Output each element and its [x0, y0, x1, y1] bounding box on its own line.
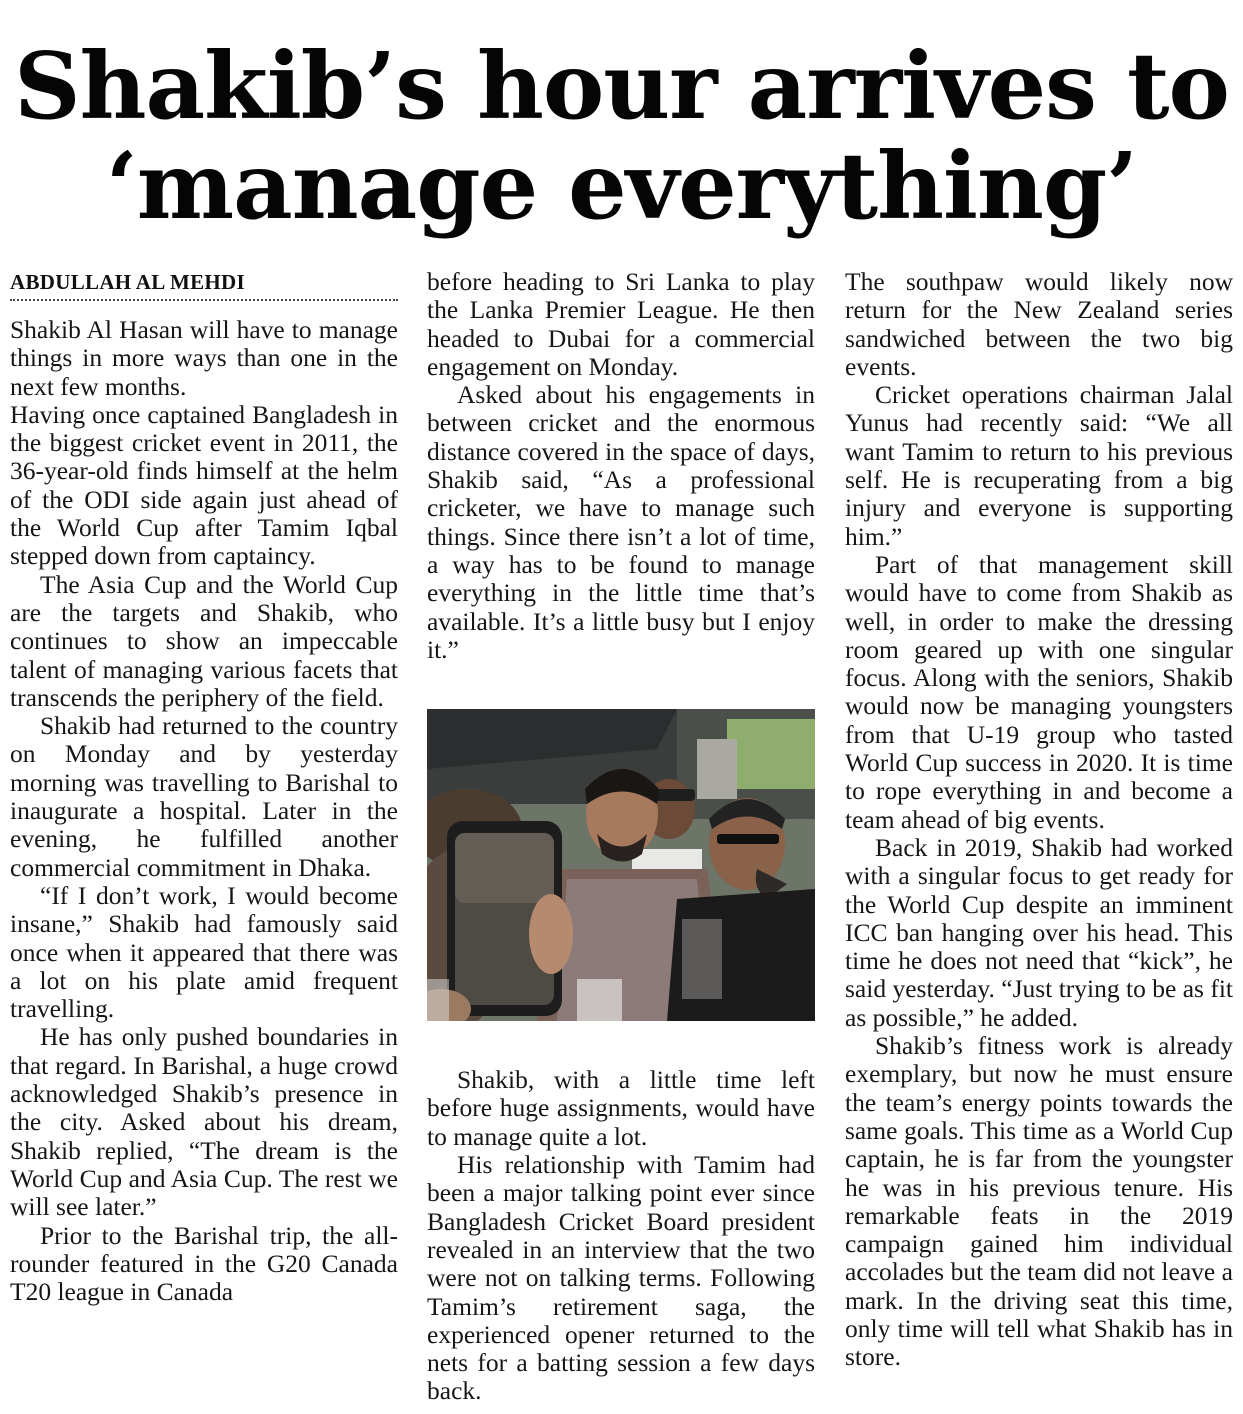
- headline-line-2: ‘manage everything’: [105, 132, 1138, 240]
- paragraph: Shakib Al Hasan will have to manage things in more ways than one in the next few months.: [10, 315, 398, 401]
- headline-line-1: Shakib’s hour arrives to: [14, 32, 1229, 140]
- article-column-1: [10, 268, 398, 1306]
- article-column-2: [427, 268, 815, 1406]
- paragraph: Part of that management skill would have to come from Shakib as well, in order to make the dressing room geared up with one singular focus. Along with the seniors, Shakib would now be managing youngsters from that U-19 group who tasted World Cup success in 2020. It is time to rope everything in and become a team ahead of big events.: [845, 549, 1233, 834]
- news-photo: [427, 709, 815, 1021]
- paragraph: Shakib’s fitness work is already exemplary, but now he must ensure the team’s energy points towards the same goals. This time as a World Cup captain, he is far from the youngster he was in his previous tenure. His remarkable feats in the 2019 campaign gained him individual accolades but the team did not leave a mark. In the driving seat this time, only time will tell what Shakib has in store.: [845, 1031, 1233, 1372]
- paragraph: The Asia Cup and the World Cup are the targets and Shakib, who continues to show an impeccable talent of managing various facets that transcends the periphery of the field.: [10, 569, 398, 712]
- byline-divider: [10, 299, 398, 301]
- article-column-3: [845, 268, 1233, 1372]
- paragraph: Having once captained Bangladesh in the biggest cricket event in 2011, the 36-year-old finds himself at the helm of the ODI side again just ahead of the World Cup after Tamim Iqbal stepped down from captaincy.: [10, 399, 398, 571]
- paragraph: Shakib had returned to the country on Monday and by yesterday morning was travelling to Barishal to inaugurate a hospital. Later in the evening, he fulfilled another commercial commitment in Dhaka.: [10, 711, 398, 882]
- paragraph: Back in 2019, Shakib had worked with a singular focus to get ready for the World Cup despite an imminent ICC ban hanging over his head. This time he does not need that “kick”, he said yesterday. “Just trying to be as fit as possible,” he added.: [845, 832, 1233, 1032]
- paragraph: before heading to Sri Lanka to play the Lanka Premier League. He then headed to Dubai for a commercial engagement on Monday.: [427, 267, 815, 381]
- paragraph: He has only pushed boundaries in that regard. In Barishal, a huge crowd acknowledged Shakib’s presence in the city. Asked about his dream, Shakib replied, “The dream is the World Cup and Asia Cup. The rest we will see later.”: [10, 1022, 398, 1222]
- paragraph: Cricket operations chairman Jalal Yunus had recently said: “We all want Tamim to return to his previous self. He is recuperating from a big injury and everyone is supporting him.”: [845, 380, 1233, 551]
- paragraph: Shakib, with a little time left before huge assignments, would have to manage quite a lot.: [427, 1065, 815, 1151]
- byline: ABDULLAH AL MEHDI: [10, 270, 245, 294]
- paragraph: “If I don’t work, I would become insane,” Shakib had famously said once when it appeared that there was a lot on his plate amid frequent travelling.: [10, 880, 398, 1024]
- photo-crowd-scene: [427, 709, 815, 1021]
- headline: [0, 32, 1243, 240]
- paragraph: The southpaw would likely now return for the New Zealand series sandwiched between the two big events.: [845, 267, 1233, 381]
- paragraph: Asked about his engagements in between cricket and the enormous distance covered in the space of days, Shakib said, “As a professional cricketer, we have to manage such things. Since there isn’t a lot of time, a way has to be found to manage everything in the little time that’s available. It’s a little busy but I enjoy it.”: [427, 380, 815, 664]
- paragraph: Prior to the Barishal trip, the all-rounder featured in the G20 Canada T20 league in Canada: [10, 1220, 398, 1307]
- paragraph: His relationship with Tamim had been a major talking point ever since Bangladesh Cricket Board president revealed in an interview that the two were not on talking terms. Following Tamim’s retirement saga, the experienced opener returned to the nets for a batting session a few days back.: [427, 1150, 815, 1406]
